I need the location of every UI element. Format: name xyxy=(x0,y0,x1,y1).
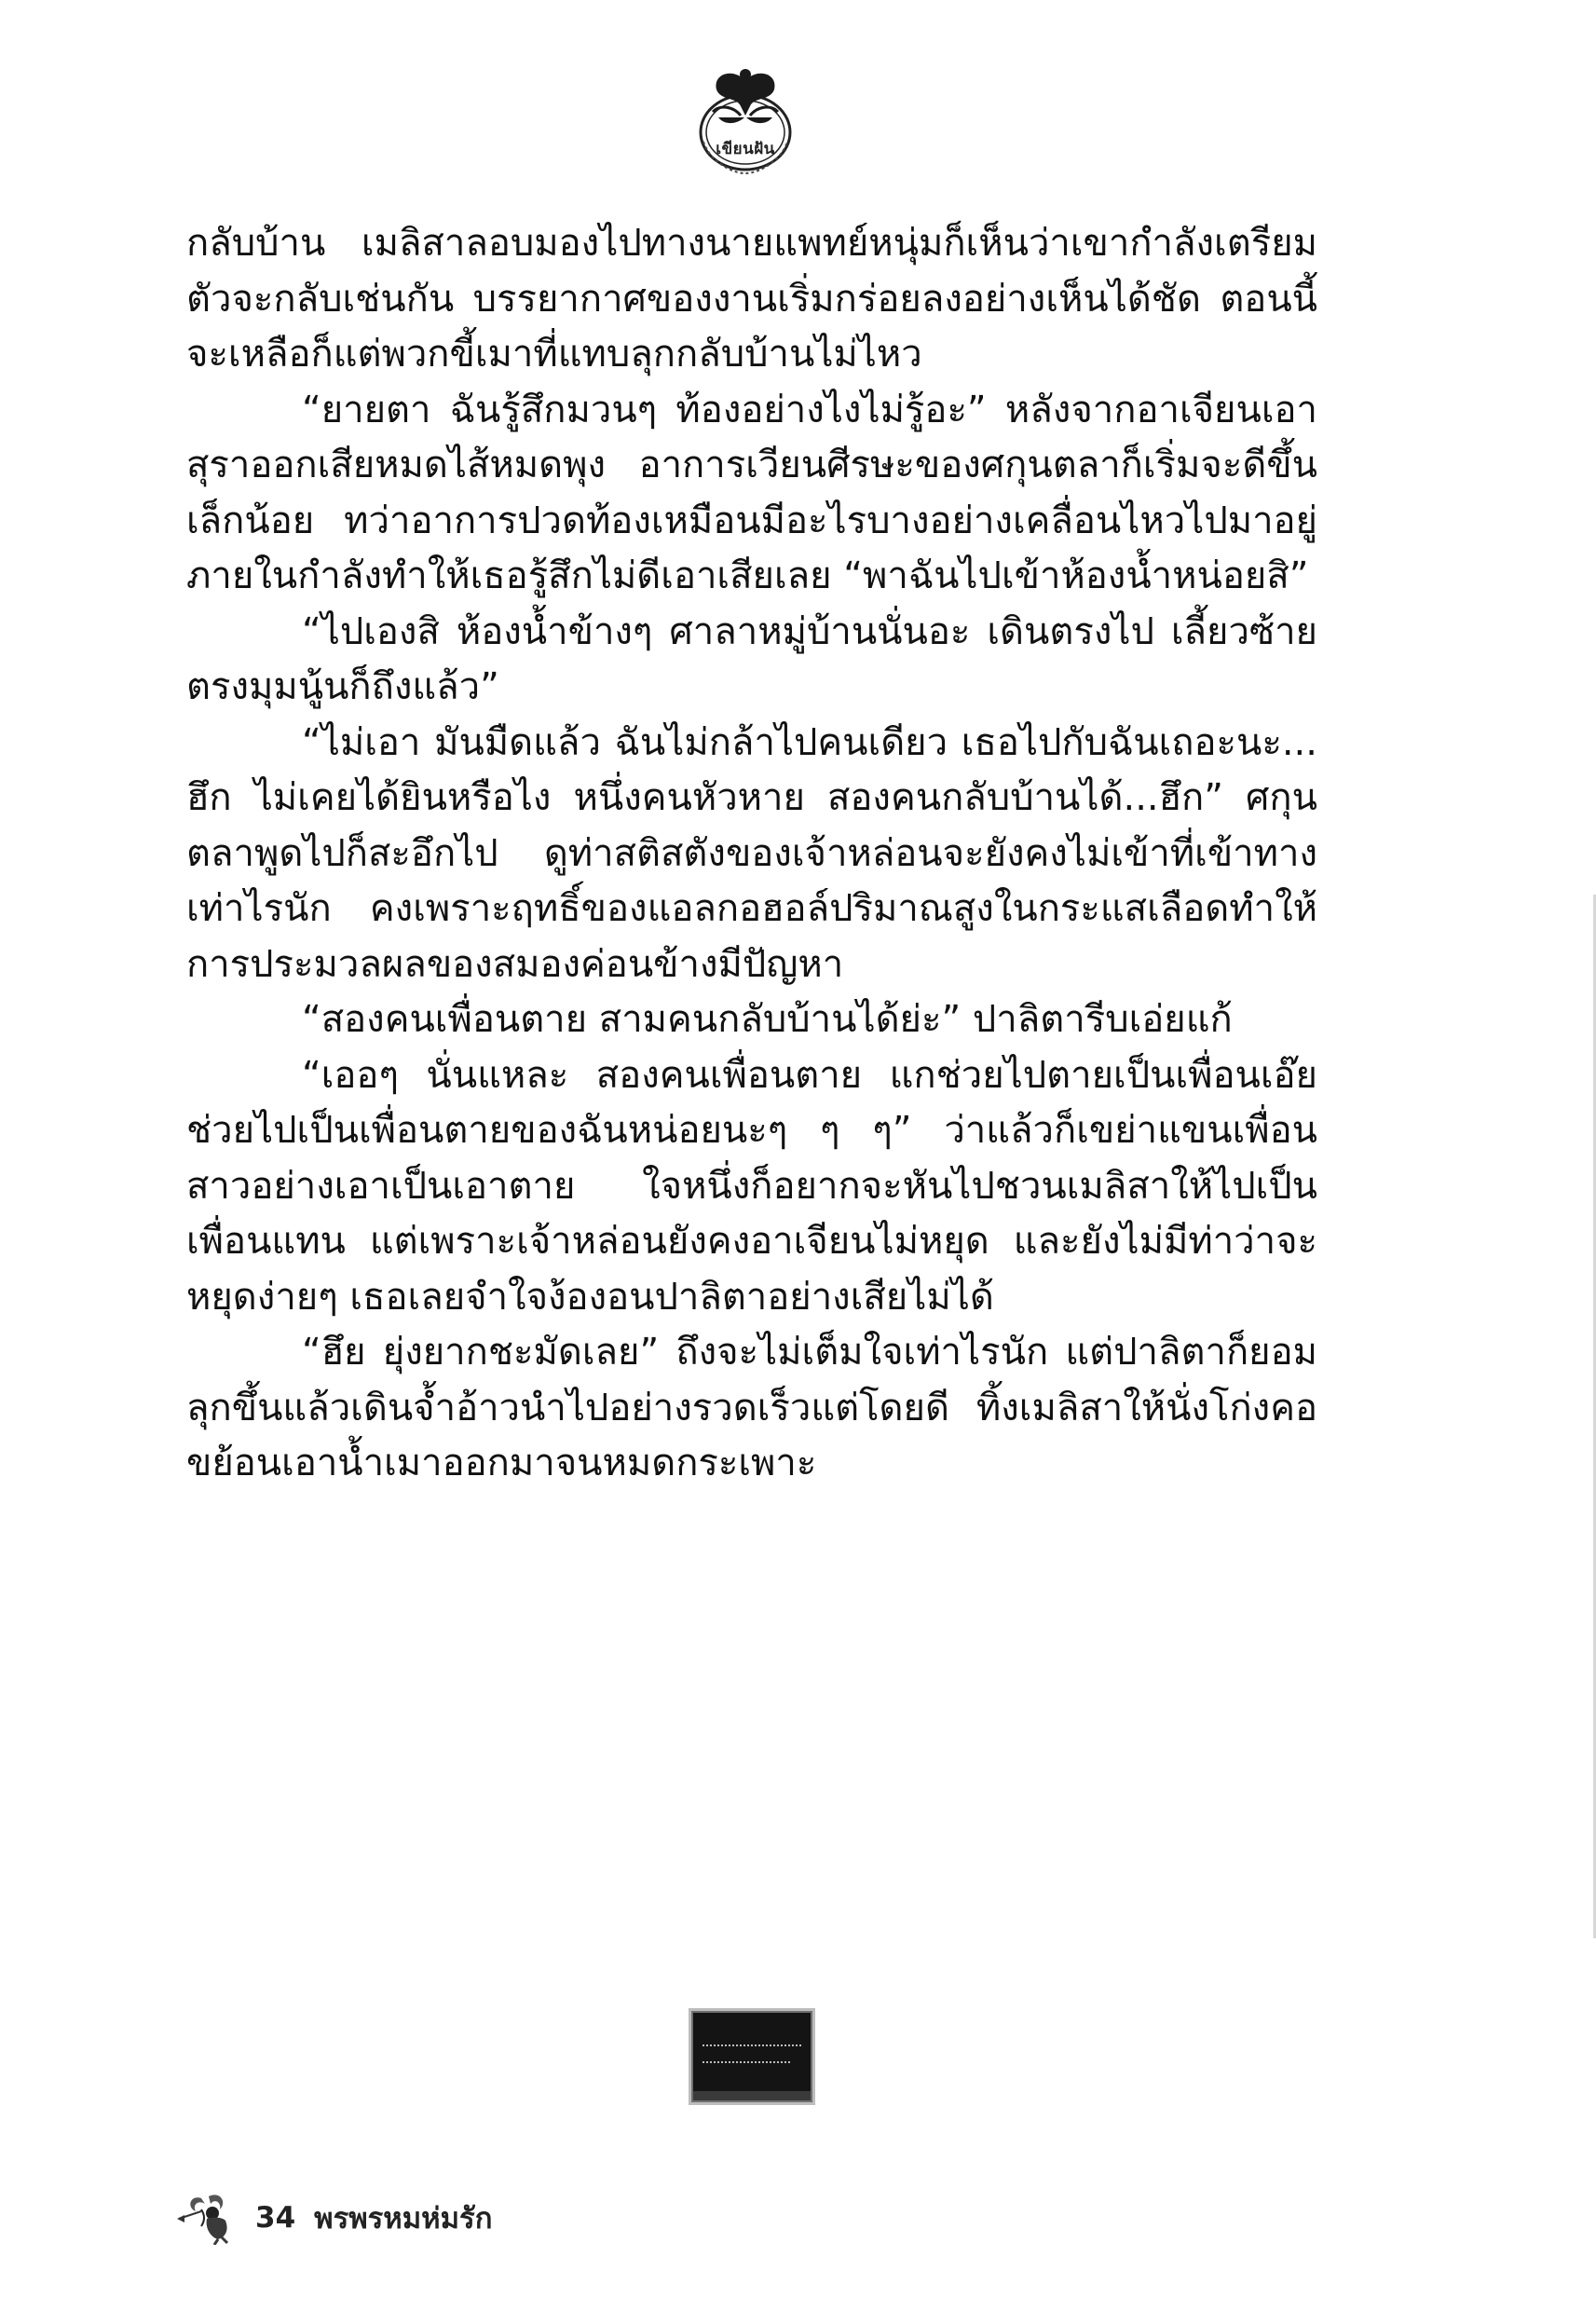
paragraph: “เออๆ นั่นแหละ สองคนเพื่อนตาย แกช่วยไปตายเป็นเพื่อนเอ๊ย ช่วยไปเป็นเพื่อนตายของฉันหน่อยนะๆ ๆ ๆ” ว่าแล้วก็เขย่าแขนเพื่อนสาวอย่างเอาเป็นเอาตาย ใจหนึ่งก็อยากจะหันไปชวนเมลิสาให้ไปเป็นเพื่อนแทน แต่เพราะเจ้าหล่อนยังคงอาเจียนไม่หยุด และยังไม่มีท่าว่าจะหยุดง่ายๆ เธอเลยจำใจง้องอนปาลิตาอย่างเสียไม่ได้ xyxy=(186,1053,1317,1319)
thumbnail-line xyxy=(703,2061,790,2068)
main-text xyxy=(186,216,1317,1492)
cupid-icon xyxy=(173,2191,242,2245)
publisher-logo xyxy=(675,58,815,179)
paragraph: “ยายตา ฉันรู้สึกมวนๆ ท้องอย่างไงไม่รู้อะ” หลังจากอาเจียนเอาสุราออกเสียหมดไส้หมดพุง อาการเวียนศีรษะของศกุนตลาก็เริ่มจะดีขึ้นเล็กน้อย ทว่าอาการปวดท้องเหมือนมีอะไรบางอย่างเคลื่อนไหวไปมาอยู่ภายในกำลังทำให้เธอรู้สึกไม่ดีเอาเสียเลย “พาฉันไปเข้าห้องน้ำหน่อยสิ” xyxy=(186,388,1317,597)
thumbnail-base xyxy=(693,2091,811,2100)
logo-text: เขียนฝัน xyxy=(716,140,775,158)
book-title: พรพรหมห่มรัก xyxy=(314,2202,493,2236)
book-cover-thumbnail xyxy=(691,2011,812,2102)
page-number: 34 xyxy=(255,2201,296,2235)
thumbnail-line xyxy=(703,2044,801,2051)
paragraph: กลับบ้าน เมลิสาลอบมองไปทางนายแพทย์หนุ่มก็เห็นว่าเขากำลังเตรียมตัวจะกลับเช่นกัน บรรยากาศของงานเริ่มกร่อยลงอย่างเห็นได้ชัด ตอนนี้จะเหลือก็แต่พวกขี้เมาที่แทบลุกกลับบ้านไม่ไหว xyxy=(186,222,1317,376)
paragraph: “สองคนเพื่อนตาย สามคนกลับบ้านได้ย่ะ” ปาลิตารีบเอ่ยแก้ xyxy=(302,998,1233,1041)
paragraph: “ไปเองสิ ห้องน้ำข้างๆ ศาลาหมู่บ้านนั่นอะ เดินตรงไป เลี้ยวซ้ายตรงมุมนู้นก็ถึงแล้ว” xyxy=(186,609,1317,708)
paragraph: “ไม่เอา มันมืดแล้ว ฉันไม่กล้าไปคนเดียว เธอไปกับฉันเถอะนะ... ฮึก ไม่เคยได้ยินหรือไง หนึ่งคนหัวหาย สองคนกลับบ้านได้...ฮึก” ศกุนตลาพูดไปก็สะอึกไป ดูท่าสติสตังของเจ้าหล่อนจะยังคงไม่เข้าที่เข้าทางเท่าไรนัก คงเพราะฤทธิ์ของแอลกอฮอล์ปริมาณสูงในกระแสเลือดทำให้การประมวลผลของสมองค่อนข้างมีปัญหา xyxy=(186,720,1317,986)
page-footer xyxy=(173,2190,492,2246)
paragraph: “ฮึย ยุ่งยากชะมัดเลย” ถึงจะไม่เต็มใจเท่าไรนัก แต่ปาลิตาก็ยอมลุกขึ้นแล้วเดินจ้ำอ้าวนำไปอย่างรวดเร็วแต่โดยดี ทิ้งเมลิสาให้นั่งโก่งคอขย้อนเอาน้ำเมาออกมาจนหมดกระเพาะ xyxy=(186,1331,1317,1484)
